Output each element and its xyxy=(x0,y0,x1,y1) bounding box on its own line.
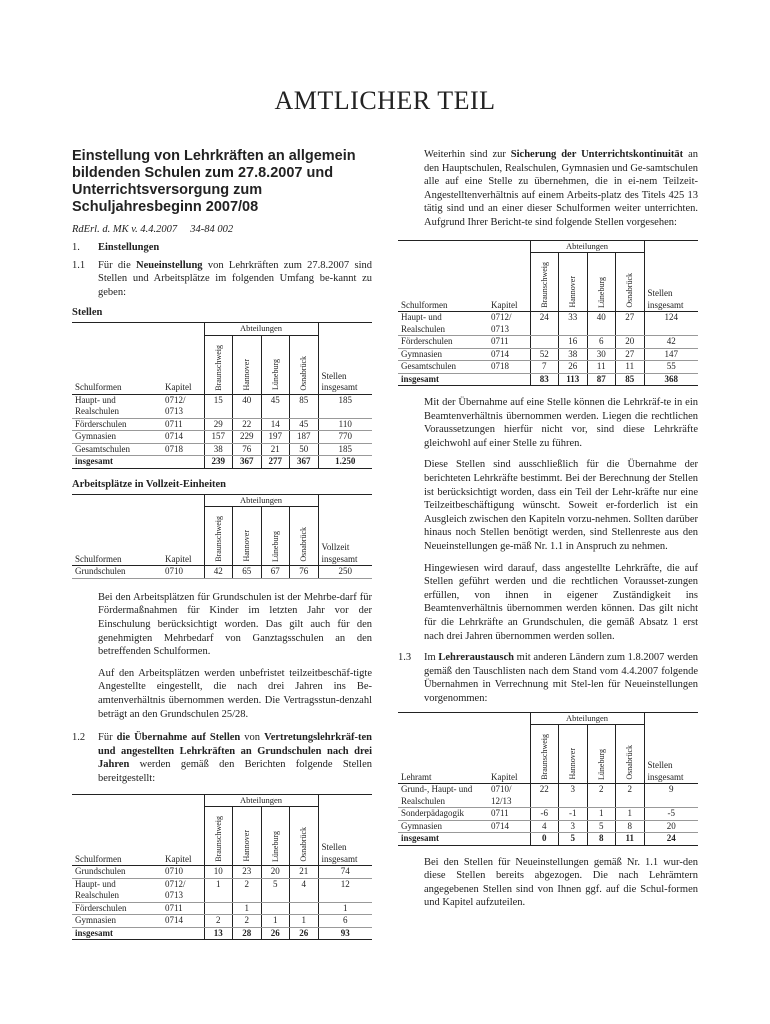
row-kapitel: 0712/ 0713 xyxy=(162,394,204,418)
total-sum: 24 xyxy=(644,833,698,846)
row-value: 187 xyxy=(290,431,319,444)
row-value: 38 xyxy=(559,348,588,361)
kapitel-header: Kapitel xyxy=(162,335,204,394)
region-header: Hannover xyxy=(559,253,588,312)
reference-decree: RdErl. d. MK v. 4.4.2007 xyxy=(72,224,178,235)
reference-number: 34-84 002 xyxy=(190,224,234,235)
total-sum: 1.250 xyxy=(318,456,372,469)
paragraph-unterrichtskontinuitaet: Weiterhin sind zur Sicherung der Unterrichtskontinuität an den Hauptschulen, Realschulen, Gymnasien und Ge-samtschulen alle auf eine Stelle zu übernehmen, die in ei-nem Teilzeit-Angestelltenverhältnis auf einem Arbeits-platz des Titels 425 13 tätig sind und an einer dieser Schulformen weiter unterrichten. Aufgrund Ihrer Bericht-te sind folgende Stellen vorgesehen: xyxy=(424,149,698,228)
row-kapitel: 0712/ 0713 xyxy=(162,878,204,902)
region-header: Hannover xyxy=(233,335,262,394)
row-label: Förderschulen xyxy=(398,336,488,349)
row-value: 67 xyxy=(261,566,290,579)
total-value: 367 xyxy=(233,456,262,469)
paragraph-hinweis: Hingewiesen wird darauf, dass angestellte Lehrkräfte, die auf Stellen geführt werden und die rechtlichen Vorausset-zungen erfüllen, von ihnen in eigener Zuständigkeit ins Beamtenverhältnis übernommen werden können. Das gilt nicht für die Lehrkräfte an Grundschulen, die gemäß Absatz 1 erst nach drei Jahren übernommen werden sollen. xyxy=(424,562,698,642)
kapitel-header: Kapitel xyxy=(162,807,204,866)
row-label: Förderschulen xyxy=(72,418,162,431)
table-row xyxy=(72,394,372,418)
total-sum: 368 xyxy=(644,373,698,386)
paragraph-arbeitsplaetze-1: Bei den Arbeitsplätzen für Grundschulen ist der Mehrbe-darf für Fördermaßnahmen für Kinder im letzten Jahr vor der Einschulung berücksichtigt worden. Das gilt auch für den genehmigten Mehrbedarf von Ganztagsschulen an den betreffenden Schulformen. xyxy=(98,591,372,658)
total-value: 83 xyxy=(530,373,559,386)
row-total: 12 xyxy=(318,878,372,902)
abteilungen-header: Abteilungen xyxy=(204,494,318,507)
row-kapitel: 0711 xyxy=(162,902,204,915)
region-header: Lüneburg xyxy=(261,507,290,566)
table-stellen-neueinstellung xyxy=(72,322,372,469)
row-value: 157 xyxy=(204,431,233,444)
total-value: 113 xyxy=(559,373,588,386)
row-value: 42 xyxy=(204,566,233,579)
region-header: Hannover xyxy=(559,725,588,784)
region-header: Osnabrück xyxy=(290,807,319,866)
row-value: 15 xyxy=(204,394,233,418)
stellen-label: Stellen xyxy=(72,307,103,319)
total-kapitel xyxy=(488,833,530,846)
row-label: Sonderpädagogik xyxy=(398,808,488,821)
row-total: 20 xyxy=(644,820,698,833)
region-header: Hannover xyxy=(233,507,262,566)
row-value: 76 xyxy=(233,443,262,456)
region-header: Braunschweig xyxy=(204,335,233,394)
region-header: Osnabrück xyxy=(290,335,319,394)
row-value: 1 xyxy=(204,878,233,902)
row-label: Haupt- und Realschulen xyxy=(398,312,488,336)
total-header: Stellen insgesamt xyxy=(318,335,372,394)
row-value: 45 xyxy=(261,394,290,418)
row-label: Grundschulen xyxy=(72,866,162,879)
paragraph-beamtenverhaeltnis: Mit der Übernahme auf eine Stelle können die Lehrkräf-te in ein Beamtenverhältnis übernommen werden. Liegen die rechtlichen Voraussetzungen hierfür nicht vor, sind diese Lehrkräfte gleichwohl auf einer Stelle zu führen. xyxy=(424,397,698,449)
row-value: 229 xyxy=(233,431,262,444)
row-kapitel: 0710 xyxy=(162,866,204,879)
row-total: 110 xyxy=(318,418,372,431)
row-value: 1 xyxy=(587,808,616,821)
row-kapitel: 0710/ 12/13 xyxy=(488,784,530,808)
row-value: 27 xyxy=(616,348,645,361)
row-value: 45 xyxy=(290,418,319,431)
row-total: -5 xyxy=(644,808,698,821)
row-kapitel: 0714 xyxy=(488,348,530,361)
section-1-3: 1.3 Im Lehreraustausch mit anderen Ländern zum 1.8.2007 werden gemäß den Tauschlisten nach dem Stand vom 4.4.2007 folgende Übernahmen in Verrechnung mit Stel-len für Neueinstellungen vorgenommen: xyxy=(398,652,698,704)
row-total: 1 xyxy=(318,902,372,915)
row-value: 2 xyxy=(233,915,262,928)
row-label: Haupt- und Realschulen xyxy=(72,878,162,902)
row-kapitel: 0718 xyxy=(162,443,204,456)
total-kapitel xyxy=(162,456,204,469)
table-arbeitsplaetze xyxy=(72,494,372,579)
total-value: 26 xyxy=(261,927,290,940)
row-label: Haupt- und Realschulen xyxy=(72,394,162,418)
total-value: 85 xyxy=(616,373,645,386)
row-value: 1 xyxy=(233,902,262,915)
article-title: Einstellung von Lehrkräften an allgemein bildenden Schulen zum 27.8.2007 und Unterrichtsversorgung zum Schuljahresbeginn 2007/08 xyxy=(72,148,356,215)
row-total: 147 xyxy=(644,348,698,361)
total-value: 5 xyxy=(559,833,588,846)
region-header: Hannover xyxy=(233,807,262,866)
row-label: Gymnasien xyxy=(72,915,162,928)
row-value: -1 xyxy=(559,808,588,821)
row-value: 11 xyxy=(587,361,616,374)
total-label: insgesamt xyxy=(72,456,162,469)
row-value: 40 xyxy=(233,394,262,418)
total-value: 0 xyxy=(530,833,559,846)
row-value: 2 xyxy=(204,915,233,928)
total-label: insgesamt xyxy=(398,373,488,386)
total-value: 239 xyxy=(204,456,233,469)
col0-header: Schulformen xyxy=(72,335,162,394)
col0-header: Schulformen xyxy=(398,253,488,312)
row-value: 20 xyxy=(261,866,290,879)
row-value: 4 xyxy=(290,878,319,902)
table-row xyxy=(398,808,698,821)
total-value: 277 xyxy=(261,456,290,469)
table-row xyxy=(72,866,372,879)
total-sum: 93 xyxy=(318,927,372,940)
row-kapitel: 0714 xyxy=(162,915,204,928)
table-row xyxy=(72,418,372,431)
row-label: Förderschulen xyxy=(72,902,162,915)
row-value: 7 xyxy=(530,361,559,374)
row-total: 250 xyxy=(318,566,372,579)
paragraph-stellen-bestimmt: Diese Stellen sind ausschließlich für die Übernahme der berichteten Lehrkräfte bestimmt. Bei der Berechnung der Stellen ist berücksichtigt worden, dass ein Teil der Lehr-kräfte nur eine Teilzeitbeschäftigung wünscht. Soweit er-forderlich ist ein Ausgleich zwischen den Kapiteln vorzu-nehmen. Sollten darüber hinaus noch Stellen benötigt werden, sind Stellenreste aus den Neueinstellungen ge-mäß Nr. 1.1 in Anspruch zu nehmen. xyxy=(424,459,698,552)
region-header: Lüneburg xyxy=(261,807,290,866)
section-1-1: 1.1 Für die Neueinstellung von Lehrkräften zum 27.8.2007 sind Stellen und Arbeitsplätze im folgenden Umfang be-kannt zu geben: xyxy=(72,259,372,298)
section-1: 1. Einstellungen xyxy=(72,242,160,253)
reference-line xyxy=(72,224,372,235)
row-total: 185 xyxy=(318,443,372,456)
table-row xyxy=(72,431,372,444)
total-row xyxy=(398,833,698,846)
total-value: 11 xyxy=(616,833,645,846)
row-value: 33 xyxy=(559,312,588,336)
row-value: 2 xyxy=(587,784,616,808)
total-header: Stellen insgesamt xyxy=(644,253,698,312)
total-row xyxy=(398,373,698,386)
row-kapitel: 0711 xyxy=(488,336,530,349)
row-value: 50 xyxy=(290,443,319,456)
kapitel-header: Kapitel xyxy=(488,725,530,784)
region-header: Braunschweig xyxy=(530,725,559,784)
row-value: 23 xyxy=(233,866,262,879)
total-kapitel xyxy=(488,373,530,386)
row-value xyxy=(261,902,290,915)
row-total: 9 xyxy=(644,784,698,808)
row-label: Grund-, Haupt- und Realschulen xyxy=(398,784,488,808)
row-total: 124 xyxy=(644,312,698,336)
row-value: 22 xyxy=(233,418,262,431)
total-label: insgesamt xyxy=(398,833,488,846)
page-heading: AMTLICHER TEIL xyxy=(274,86,496,115)
row-total: 185 xyxy=(318,394,372,418)
row-value: 14 xyxy=(261,418,290,431)
row-value: 6 xyxy=(587,336,616,349)
row-value: 29 xyxy=(204,418,233,431)
table-row xyxy=(72,878,372,902)
paragraph-arbeitsplaetze-2: Auf den Arbeitsplätzen werden unbefristet teilzeitbeschäf-tigte Angestellte eingestellt, die nach drei Jahren ins Be-amtenverhältnis übernommen werden. Die Vertragsstun-denzahl beträgt an den Grundschulen 25/28. xyxy=(98,667,372,720)
row-value: 11 xyxy=(616,361,645,374)
row-value: 21 xyxy=(290,866,319,879)
region-header: Braunschweig xyxy=(204,807,233,866)
row-label: Gesamtschulen xyxy=(72,443,162,456)
col0-header: Schulformen xyxy=(72,507,162,566)
arbeitsplaetze-label: Arbeitsplätze in Vollzeit-Einheiten xyxy=(72,478,226,490)
row-value: 8 xyxy=(616,820,645,833)
row-value: 85 xyxy=(290,394,319,418)
row-label: Gesamtschulen xyxy=(398,361,488,374)
abteilungen-header: Abteilungen xyxy=(204,794,318,807)
table-row xyxy=(398,820,698,833)
row-value: 27 xyxy=(616,312,645,336)
row-value: 197 xyxy=(261,431,290,444)
row-value: 4 xyxy=(530,820,559,833)
row-total: 55 xyxy=(644,361,698,374)
section-1-2: 1.2 Für die Übernahme auf Stellen von Vertretungslehrkräf-ten und angestellten Lehrkräften an Grundschulen nach drei Jahren werden gemäß den Berichten folgende Stellen bereitgestellt: xyxy=(72,732,372,784)
row-kapitel: 0710 xyxy=(162,566,204,579)
row-value: 24 xyxy=(530,312,559,336)
right-column xyxy=(398,148,698,910)
col0-header: Lehramt xyxy=(398,725,488,784)
table-row xyxy=(72,566,372,579)
row-value: 16 xyxy=(559,336,588,349)
row-value: 2 xyxy=(233,878,262,902)
total-value: 8 xyxy=(587,833,616,846)
total-value: 13 xyxy=(204,927,233,940)
total-header: Stellen insgesamt xyxy=(318,807,372,866)
table-unterrichtskontinuitaet xyxy=(398,240,698,387)
row-value: 76 xyxy=(290,566,319,579)
row-total: 42 xyxy=(644,336,698,349)
row-value: 3 xyxy=(559,784,588,808)
row-value: 22 xyxy=(530,784,559,808)
row-label: Grundschulen xyxy=(72,566,162,579)
total-row xyxy=(72,927,372,940)
table-row xyxy=(72,443,372,456)
total-value: 87 xyxy=(587,373,616,386)
row-label: Gymnasien xyxy=(398,348,488,361)
row-value xyxy=(204,902,233,915)
row-value: 40 xyxy=(587,312,616,336)
row-value: 30 xyxy=(587,348,616,361)
row-value: 1 xyxy=(290,915,319,928)
row-kapitel: 0714 xyxy=(162,431,204,444)
row-value: 2 xyxy=(616,784,645,808)
row-value xyxy=(530,336,559,349)
abteilungen-header: Abteilungen xyxy=(530,240,644,253)
row-total: 6 xyxy=(318,915,372,928)
row-kapitel: 0711 xyxy=(488,808,530,821)
table-row xyxy=(398,348,698,361)
total-header: Stellen insgesamt xyxy=(644,725,698,784)
region-header: Lüneburg xyxy=(261,335,290,394)
table-row xyxy=(398,784,698,808)
region-header: Lüneburg xyxy=(587,725,616,784)
row-value: 65 xyxy=(233,566,262,579)
row-label: Gymnasien xyxy=(72,431,162,444)
table-row xyxy=(398,336,698,349)
row-value: 38 xyxy=(204,443,233,456)
row-kapitel: 0712/ 0713 xyxy=(488,312,530,336)
row-value: 5 xyxy=(587,820,616,833)
region-header: Osnabrück xyxy=(616,253,645,312)
kapitel-header: Kapitel xyxy=(162,507,204,566)
row-value: -6 xyxy=(530,808,559,821)
row-value: 26 xyxy=(559,361,588,374)
row-label: Gymnasien xyxy=(398,820,488,833)
row-value: 5 xyxy=(261,878,290,902)
row-value: 10 xyxy=(204,866,233,879)
row-value: 52 xyxy=(530,348,559,361)
region-header: Braunschweig xyxy=(530,253,559,312)
table-row xyxy=(398,361,698,374)
left-column xyxy=(72,148,372,940)
row-value xyxy=(290,902,319,915)
table-uebernahme-grundschulen xyxy=(72,794,372,941)
row-total: 74 xyxy=(318,866,372,879)
region-header: Osnabrück xyxy=(616,725,645,784)
region-header: Osnabrück xyxy=(290,507,319,566)
total-value: 26 xyxy=(290,927,319,940)
row-kapitel: 0711 xyxy=(162,418,204,431)
total-label: insgesamt xyxy=(72,927,162,940)
total-value: 367 xyxy=(290,456,319,469)
paragraph-stellen-neueinstellungen: Bei den Stellen für Neueinstellungen gemäß Nr. 1.1 wur-den diese Stellen bereits abgezogen. Die nach Lehrämtern angegebenen Stellen sind von Ihnen ggf. auf die Schul-formen und Kapitel aufzuteilen. xyxy=(424,856,698,909)
row-total: 770 xyxy=(318,431,372,444)
table-row xyxy=(398,312,698,336)
kapitel-header: Kapitel xyxy=(488,253,530,312)
table-row xyxy=(72,915,372,928)
row-value: 1 xyxy=(616,808,645,821)
row-kapitel: 0718 xyxy=(488,361,530,374)
region-header: Lüneburg xyxy=(587,253,616,312)
total-kapitel xyxy=(162,927,204,940)
abteilungen-header: Abteilungen xyxy=(530,712,644,725)
table-lehreraustausch xyxy=(398,712,698,846)
row-value: 1 xyxy=(261,915,290,928)
abteilungen-header: Abteilungen xyxy=(204,323,318,336)
total-header: Vollzeit insgesamt xyxy=(318,507,372,566)
table-row xyxy=(72,902,372,915)
row-value: 20 xyxy=(616,336,645,349)
col0-header: Schulformen xyxy=(72,807,162,866)
row-value: 21 xyxy=(261,443,290,456)
total-row xyxy=(72,456,372,469)
row-kapitel: 0714 xyxy=(488,820,530,833)
total-value: 28 xyxy=(233,927,262,940)
row-value: 3 xyxy=(559,820,588,833)
region-header: Braunschweig xyxy=(204,507,233,566)
